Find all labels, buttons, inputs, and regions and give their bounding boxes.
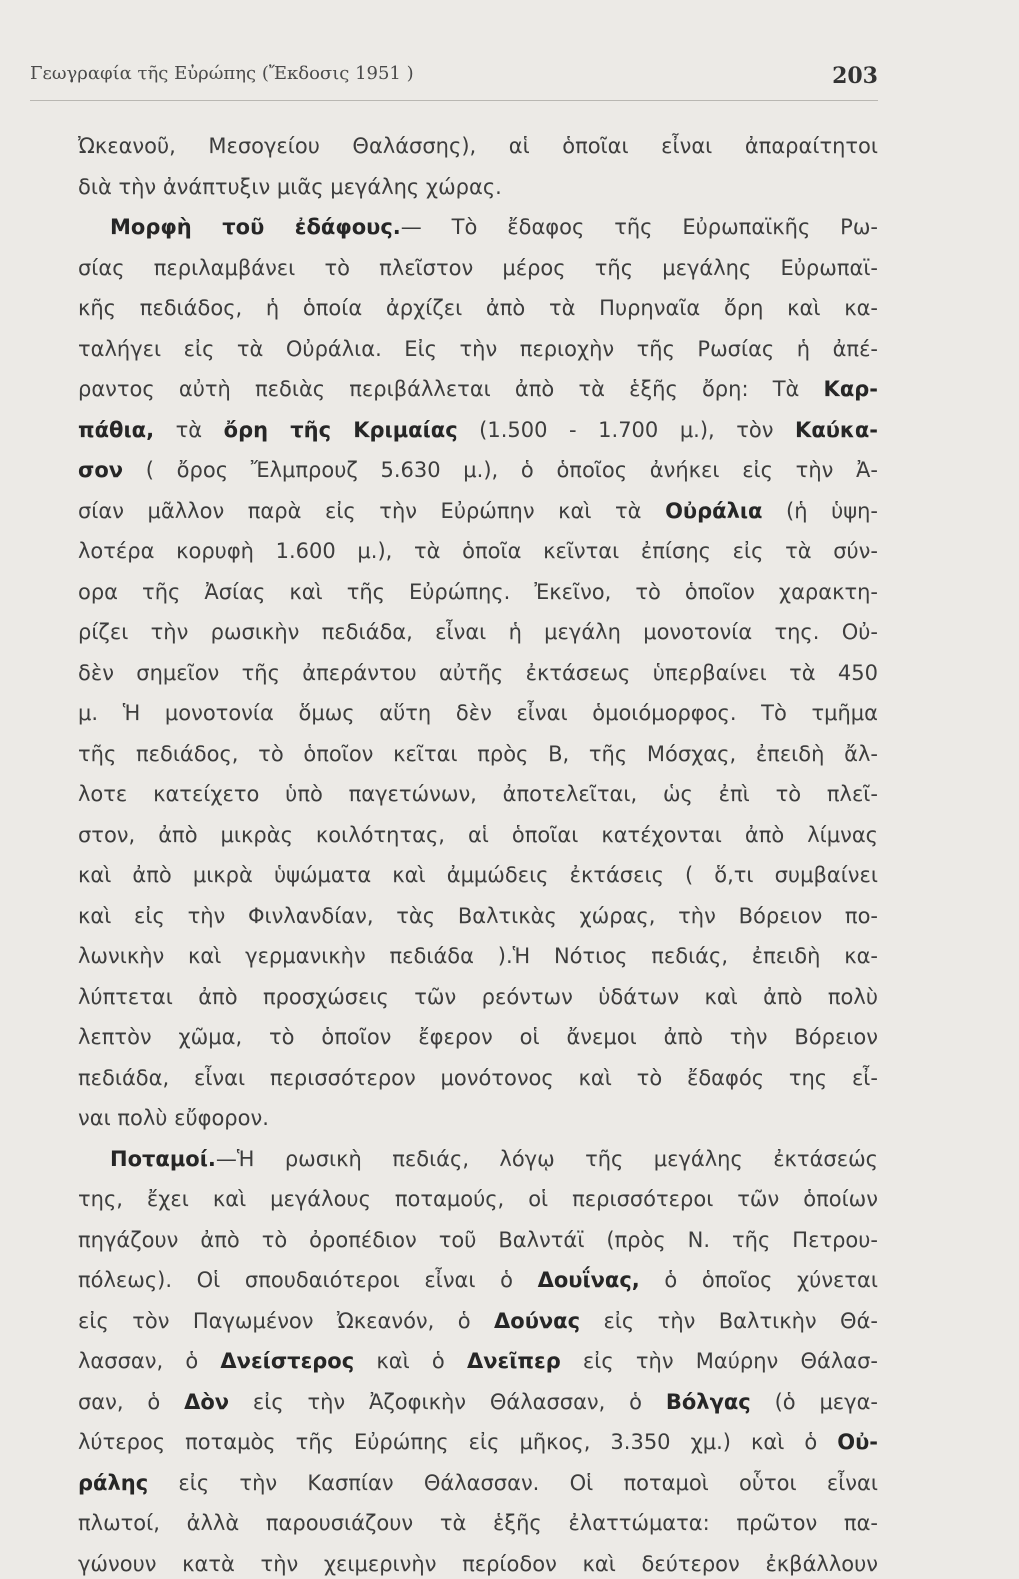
text-run: σίας περιλαμβάνει τὸ πλεῖστον μέρος τῆς μεγάλης Εὐρωπαϊ-	[78, 255, 878, 280]
text-line	[78, 1427, 878, 1457]
text-line	[78, 1225, 878, 1255]
text-run: διὰ τὴν ἀνάπτυξιν μιᾶς μεγάλης χώρας.	[78, 174, 502, 199]
text-run: στον, ἀπὸ μικρὰς κοιλότητας, αἱ ὁποῖαι κατέχονται ἀπὸ λίμνας	[78, 822, 878, 847]
text-run: μ. Ἡ μονοτονία ὅμως αὕτη δὲν εἶναι ὁμοιόμορφος. Τὸ τμῆμα	[78, 701, 878, 725]
text-line	[78, 698, 878, 728]
text-line	[78, 577, 878, 607]
bold-term: Δνεῖπερ	[466, 1349, 561, 1373]
text-line	[78, 820, 878, 850]
text-line	[78, 1103, 878, 1133]
text-run: λοτε κατείχετο ὑπὸ παγετώνων, ἀποτελεῖται, ὡς ἐπὶ τὸ πλεῖ-	[78, 782, 878, 806]
text-run: —Ἡ ρωσικὴ πεδιάς, λόγῳ τῆς μεγάλης ἐκτάσεώς	[215, 1146, 878, 1171]
text-line	[78, 536, 878, 566]
text-run: καὶ εἰς τὴν Φινλανδίαν, τὰς Βαλτικὰς χώρας, τὴν Βόρειον πο-	[78, 903, 878, 928]
text-run: λύτερος ποταμὸς τῆς Εὐρώπης εἰς μῆκος, 3.350 χμ.) καὶ ὁ	[78, 1430, 838, 1454]
text-line	[78, 1306, 878, 1336]
text-line	[78, 1022, 878, 1052]
text-run: λωνικὴν καὶ γερμανικὴν πεδιάδα ).Ἡ Νότιος πεδιάς, ἐπειδὴ κα-	[78, 944, 878, 968]
text-run: δὲν σημεῖον τῆς ἀπεράντου αὐτῆς ἐκτάσεως ὑπερβαίνει τὰ 450	[78, 660, 878, 685]
text-line	[78, 1346, 878, 1376]
text-run: ( ὄρος Ἔλμπρουζ 5.630 μ.), ὁ ὁποῖος ἀνήκει εἰς τὴν Ἀ-	[123, 458, 878, 482]
text-line	[78, 739, 878, 769]
text-line	[78, 860, 878, 890]
bold-term: Δὸν	[184, 1389, 230, 1414]
text-run: της, ἔχει καὶ μεγάλους ποταμούς, οἱ περισσότεροι τῶν ὁποίων	[78, 1187, 878, 1211]
bold-term: Οὐ-	[837, 1430, 878, 1454]
text-run: ὁ ὁποῖος χύνεται	[639, 1268, 878, 1292]
text-line	[78, 1265, 878, 1295]
text-run: ραντος αὐτὴ πεδιὰς περιβάλλεται ἀπὸ τὰ ἑξῆς ὄρη: Τὰ	[78, 377, 824, 401]
text-run: πηγάζουν ἀπὸ τὸ ὀροπέδιον τοῦ Βαλντάϊ (πρὸς Ν. τῆς Πετρου-	[78, 1227, 878, 1252]
text-run: ορα τῆς Ἀσίας καὶ τῆς Εὐρώπης. Ἐκεῖνο, τὸ ὁποῖον χαρακτη-	[78, 579, 878, 604]
text-line	[78, 658, 878, 688]
bold-term: Βόλγας	[665, 1389, 751, 1414]
bold-term: Δνείστερος	[220, 1349, 355, 1373]
text-run: Ὠκεανοῦ, Μεσογείου Θαλάσσης), αἱ ὁποῖαι εἶναι ἀπαραίτητοι	[78, 134, 878, 158]
text-line	[78, 941, 878, 971]
page-number: 203	[832, 63, 878, 89]
text-line	[78, 901, 878, 931]
text-run: σίαν μᾶλλον παρὰ εἰς τὴν Εὐρώπην καὶ τὰ	[78, 498, 666, 523]
text-run: (1.500 - 1.700 μ.), τὸν	[457, 417, 796, 442]
text-line	[110, 212, 878, 242]
text-run: καὶ ἀπὸ μικρὰ ὑψώματα καὶ ἀμμώδεις ἐκτάσεις ( ὅ,τι συμβαίνει	[78, 863, 878, 887]
text-line	[78, 293, 878, 323]
text-run: λοτέρα κορυφὴ 1.600 μ.), τὰ ὁποῖα κεῖνται ἐπίσης εἰς τὰ σύν-	[78, 539, 878, 563]
text-line	[110, 1144, 878, 1174]
text-run: καὶ ὁ	[354, 1349, 467, 1373]
text-run: λεπτὸν χῶμα, τὸ ὁποῖον ἔφερον οἱ ἄνεμοι ἀπὸ τὴν Βόρειον	[78, 1025, 878, 1049]
text-run: πόλεως). Οἱ σπουδαιότεροι εἶναι ὁ	[78, 1268, 538, 1292]
bold-term: σον	[78, 458, 124, 482]
text-run: τῆς πεδιάδος, τὸ ὁποῖον κεῖται πρὸς Β, τῆς Μόσχας, ἐπειδὴ ἄλ-	[78, 741, 878, 766]
text-run: (ὁ μεγα-	[750, 1389, 878, 1414]
bold-term: πάθια,	[78, 417, 155, 442]
text-run: εἰς τὴν Ἀζοφικὴν Θάλασσαν, ὁ	[229, 1389, 666, 1414]
text-run: εἰς τὴν Μαύρην Θάλασ-	[560, 1349, 878, 1373]
text-run: ρίζει τὴν ρωσικὴν πεδιάδα, εἶναι ἡ μεγάλη μονοτονία της. Οὐ-	[78, 620, 878, 644]
text-line	[78, 779, 878, 809]
text-run: λασσαν, ὁ	[78, 1349, 221, 1373]
text-run: (ἡ ὑψη-	[762, 498, 878, 523]
text-line	[78, 1549, 878, 1579]
text-line	[78, 1063, 878, 1093]
text-line	[78, 455, 878, 485]
bold-term: ὄρη τῆς Κριμαίας	[223, 417, 458, 442]
text-run: πεδιάδα, εἶναι περισσότερον μονότονος καὶ τὸ ἔδαφός της εἶ-	[78, 1065, 878, 1090]
text-run: ναι πολὺ εὔφορον.	[78, 1106, 269, 1130]
bold-term: Δουΐνας,	[537, 1268, 640, 1292]
bold-term: Δούνας	[494, 1308, 581, 1333]
text-run: ταλήγει εἰς τὰ Οὐράλια. Εἰς τὴν περιοχὴν τῆς Ρωσίας ἡ ἀπέ-	[78, 336, 878, 361]
text-line	[78, 617, 878, 647]
text-run: εἰς τὸν Παγωμένον Ὠκεανόν, ὁ	[78, 1308, 495, 1333]
bold-term: Καύκα-	[795, 417, 878, 442]
bold-term: Καρ-	[823, 377, 878, 401]
text-run: λύπτεται ἀπὸ προσχώσεις τῶν ρεόντων ὑδάτων καὶ ἀπὸ πολὺ	[78, 984, 878, 1009]
text-run: εἰς τὴν Βαλτικὴν Θά-	[580, 1308, 878, 1333]
text-line	[78, 172, 878, 202]
text-run: γώνουν κατὰ τὴν χειμερινὴν περίοδον καὶ δεύτερον ἐκβάλλουν	[78, 1551, 878, 1576]
text-line	[78, 1387, 878, 1417]
bold-term: Οὐράλια	[665, 498, 763, 523]
text-line	[78, 374, 878, 404]
text-line	[78, 982, 878, 1012]
text-line	[78, 1508, 878, 1538]
text-line	[78, 253, 878, 283]
text-line	[78, 131, 878, 161]
text-run: τὰ	[154, 417, 224, 442]
text-line	[78, 334, 878, 364]
text-line	[78, 496, 878, 526]
text-line	[78, 1184, 878, 1214]
text-run: εἰς τὴν Κασπίαν Θάλασσαν. Οἱ ποταμοὶ οὗτοι εἶναι	[148, 1470, 878, 1495]
bold-term: ράλης	[78, 1470, 149, 1495]
text-run: σαν, ὁ	[78, 1389, 185, 1414]
text-line	[78, 415, 878, 445]
text-run: κῆς πεδιάδος, ἡ ὁποία ἀρχίζει ἀπὸ τὰ Πυρηναῖα ὄρη καὶ κα-	[78, 296, 878, 320]
page-header	[30, 60, 878, 101]
text-run: — Τὸ ἔδαφος τῆς Εὐρωπαϊκῆς Ρω-	[400, 215, 878, 239]
text-run: πλωτοί, ἀλλὰ παρουσιάζουν τὰ ἑξῆς ἐλαττώματα: πρῶτον πα-	[78, 1511, 878, 1535]
bold-term: Ποταμοί.	[110, 1146, 216, 1171]
text-line	[78, 1468, 878, 1498]
bold-term: Μορφὴ τοῦ ἐδάφους.	[110, 215, 401, 239]
running-head: Γεωγραφία τῆς Εὐρώπης (Ἔκδοσις 1951 )	[30, 63, 414, 84]
